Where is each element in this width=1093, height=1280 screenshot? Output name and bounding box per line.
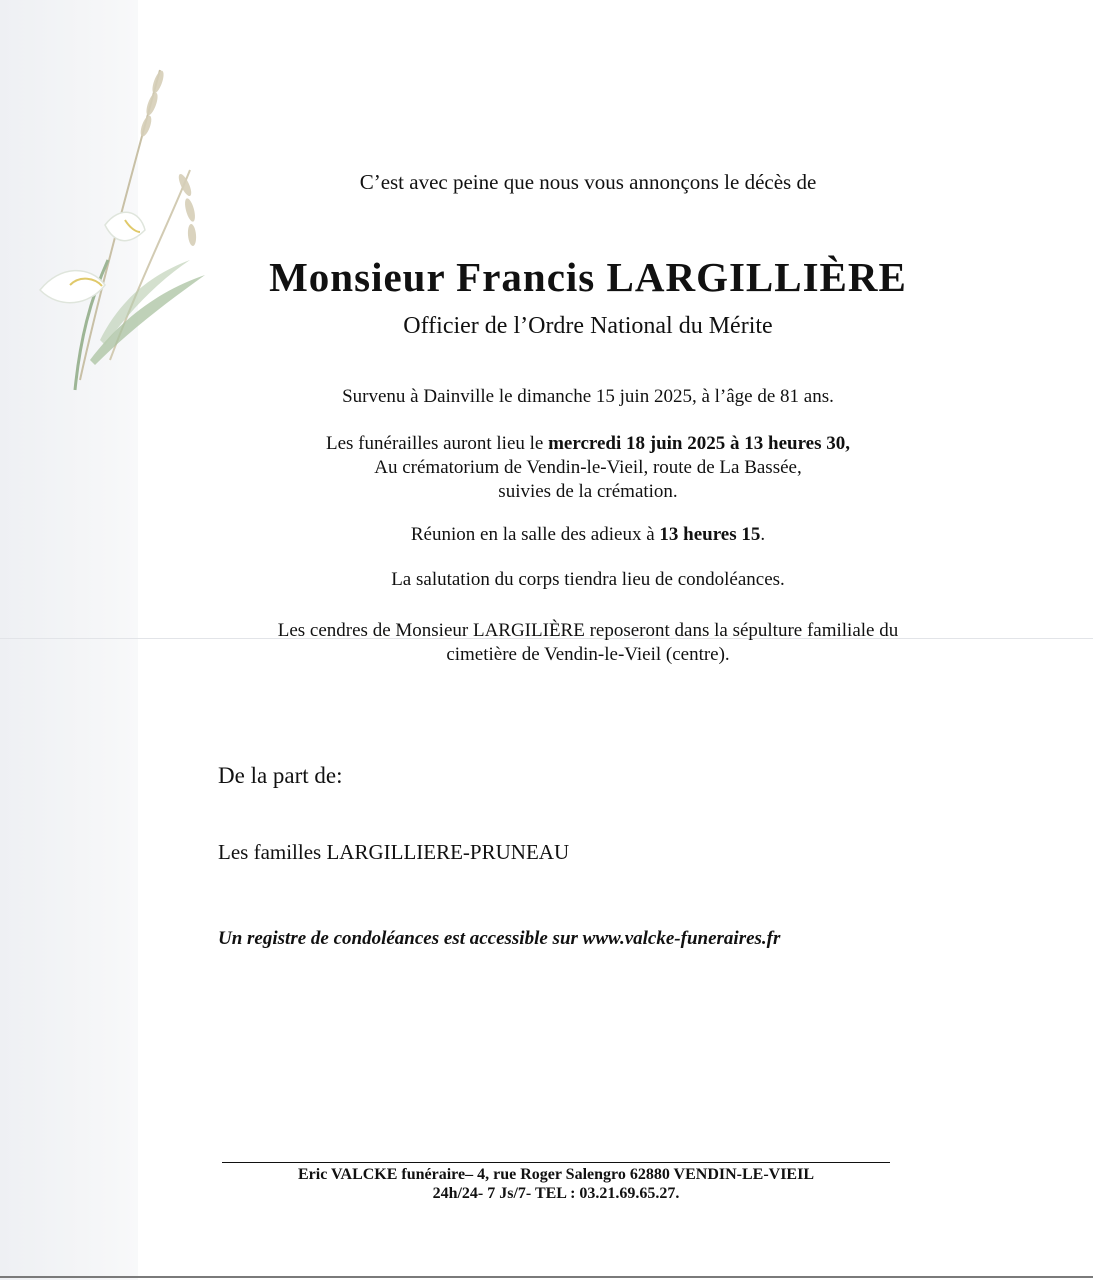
funeral-location: Au crématorium de Vendin-le-Vieil, route de La Bassée,: [374, 457, 802, 478]
families-name: Les familles LARGILLIERE-PRUNEAU: [218, 840, 570, 864]
footer-divider: [222, 1162, 890, 1163]
ashes-details: [138, 619, 1038, 667]
meeting-time: 13 heures 15: [659, 524, 761, 545]
from-label: De la part de:: [218, 763, 343, 788]
lily-flower-icon: [20, 60, 210, 400]
condolence-registry-note: Un registre de condoléances est accessible sur www.valcke-funeraires.fr: [218, 928, 781, 949]
funeral-lead: Les funérailles auront lieu le: [326, 433, 549, 454]
funeral-home-footer: [222, 1165, 890, 1203]
deceased-name: Monsieur Francis LARGILLIÈRE: [269, 254, 907, 300]
salutation-note: La salutation du corps tiendra lieu de condoléances.: [391, 569, 785, 590]
ashes-line-1: Les cendres de Monsieur LARGILIÈRE reposeront dans la sépulture familiale du: [277, 620, 899, 641]
ashes-line-2: cimetière de Vendin-le-Vieil (centre).: [446, 644, 730, 665]
funeral-datetime: mercredi 18 juin 2025 à 13 heures 30,: [548, 433, 850, 454]
announcement-intro: C’est avec peine que nous vous annonçons le décès de: [359, 170, 817, 194]
page-bottom-edge: [0, 1276, 1093, 1278]
death-details: Survenu à Dainville le dimanche 15 juin 2025, à l’âge de 81 ans.: [342, 386, 834, 407]
meeting-lead: Réunion en la salle des adieux à: [410, 524, 660, 545]
meeting-details: [138, 524, 1038, 546]
footer-phone: 24h/24- 7 Js/7- TEL : 03.21.69.65.27.: [432, 1185, 680, 1202]
meeting-end: .: [760, 524, 766, 545]
honor-distinction: Officier de l’Ordre National du Mérite: [403, 313, 773, 339]
funeral-followed: suivies de la crémation.: [498, 481, 678, 502]
funeral-details: [138, 432, 1038, 504]
footer-address: Eric VALCKE funéraire– 4, rue Roger Salengro 62880 VENDIN-LE-VIEIL: [297, 1166, 814, 1183]
